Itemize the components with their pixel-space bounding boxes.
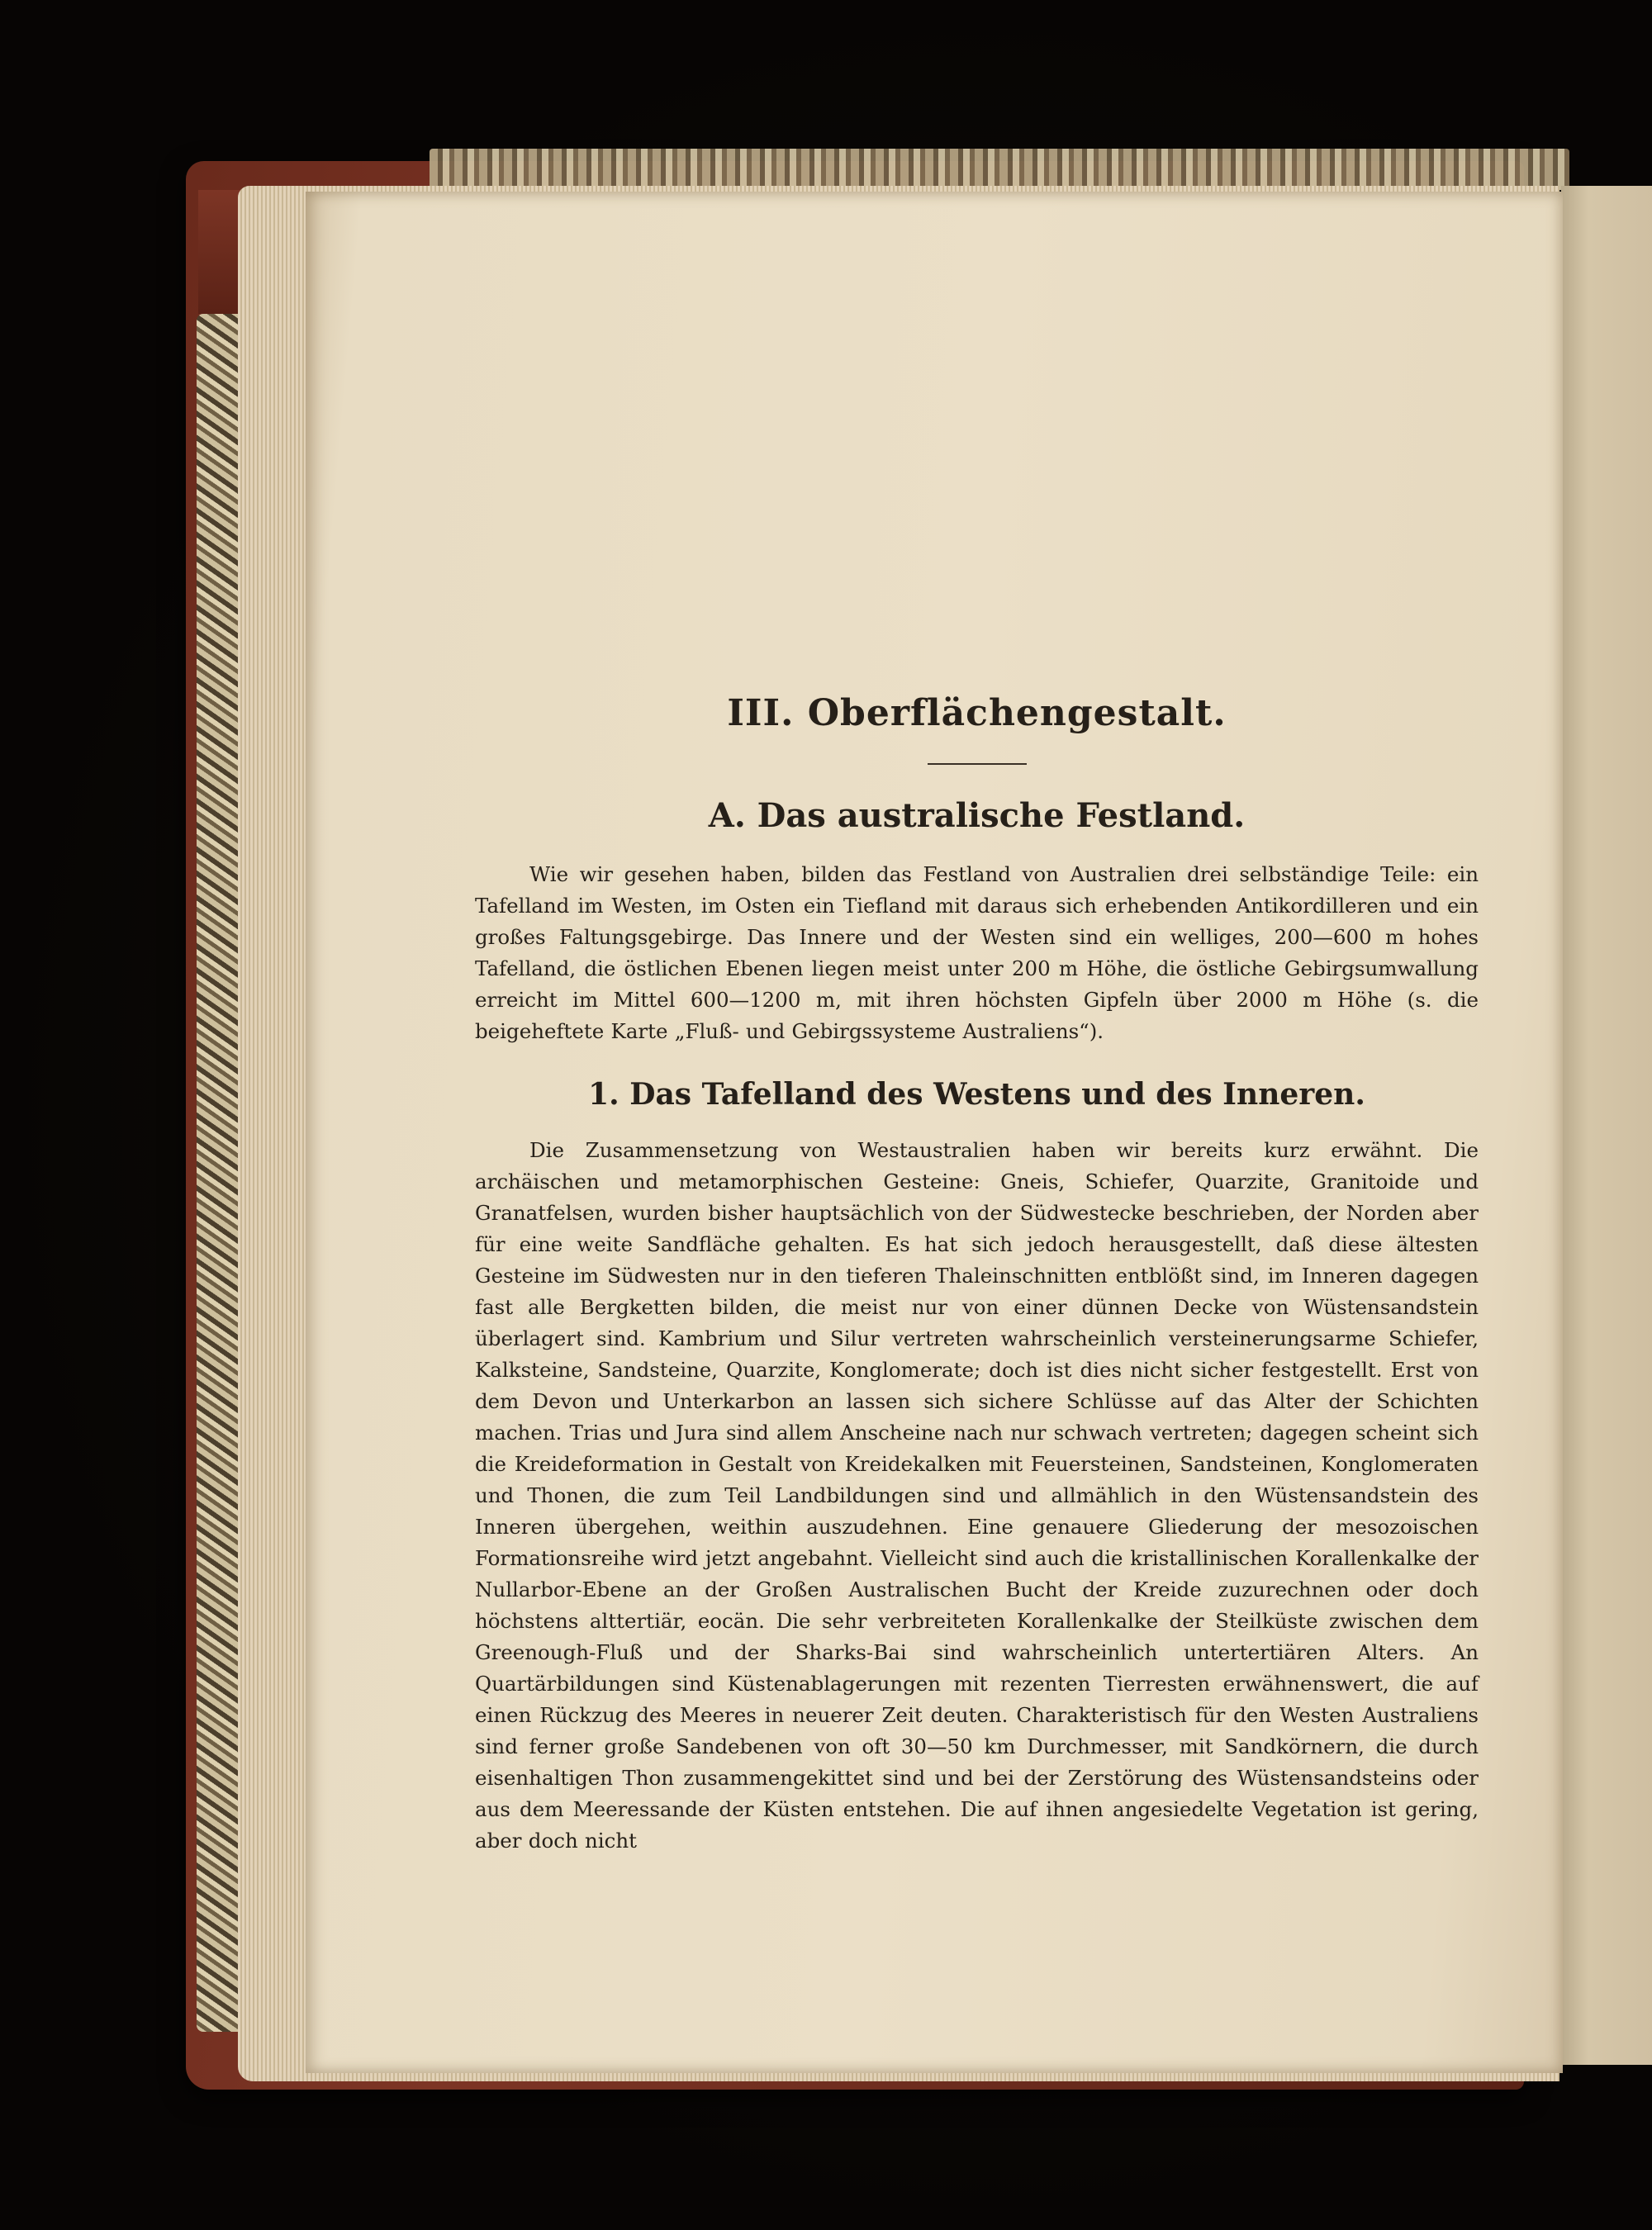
section-title: A. Das australische Festland. — [708, 796, 1246, 835]
chapter-title: III. Oberflächengestalt. — [727, 692, 1227, 734]
facing-page-edge — [1561, 186, 1652, 2065]
body-paragraph: Die Zusammensetzung von Westaustralien haben wir bereits kurz erwähnt. Die archäischen und metamorphischen Gesteine: Gneis, Schiefer, Quarzite, Granitoide und Granatfelsen, wurden bisher hauptsächlich von der Südwestecke beschrieben, der Norden aber für eine weite Sandfläche gehalten. Es hat sich jedoch herausgestellt, daß diese ältesten Gesteine im Südwesten nur in den tieferen Thaleinschnitten entblößt sind, im Inneren dagegen fast alle Bergketten bilden, die meist nur von einer dünnen Decke von Wüstensandstein überlagert sind. Kambrium und Silur vertreten wahrscheinlich versteinerungsarme Schiefer, Kalksteine, Sandsteine, Quarzite, Konglomerate; doch ist dies nicht sicher festgestellt. Erst von dem Devon und Unterkarbon an lassen sich sichere Schlüsse auf das Alter der Schichten machen. Trias und Jura sind allem Anscheine nach nur schwach vertreten; dagegen scheint sich die Kreideformation in Gestalt von Kreidekalken mit Feuersteinen, Sandsteinen, Konglomeraten und Thonen, die zum Teil Landbildungen sind und allmählich in den Wüstensandstein des Inneren übergehen, weithin auszudehnen. Eine genauere Gliederung der mesozoischen Formationsreihe wird jetzt angebahnt. Vielleicht sind auch die kristallinischen Korallenkalke der Nullarbor-Ebene an der Großen Australischen Bucht der Kreide zuzurechnen oder doch höchstens alttertiär, eocän. Die sehr verbreiteten Korallenkalke der Steilküste zwischen dem Greenough-Fluß und der Sharks-Bai sind wahrscheinlich untertertiären Alters. An Quartärbildungen sind Küstenablagerungen mit rezenten Tierresten erwähnenswert, die auf einen Rückzug des Meeres in neuerer Zeit deuten. Charakteristisch für den Westen Australiens sind ferner große Sandebenen von oft 30—50 km Durchmesser, mit Sandkörnern, die durch eisenhaltigen Thon zusammengekittet sind und bei der Zerstörung des Wüstensandsteins oder aus dem Meeressande der Küsten entstehen. Die auf ihnen angesiedelte Vegetation ist gering, aber doch nicht — [475, 1138, 1479, 1853]
intro-paragraph: Wie wir gesehen haben, bilden das Festland von Australien drei selbständige Teile: ein Tafelland im Westen, im Osten ein Tiefland mit daraus sich erhebenden Antikordilleren und ein großes Faltungsgebirge. Das Innere und der Westen sind ein welliges, 200—600 m hohes Tafelland, die östlichen Ebenen liegen meist unter 200 m Höhe, die östliche Gebirgsumwallung erreicht im Mittel 600—1200 m, mit ihren höchsten Gipfeln über 2000 m Höhe (s. die beigeheftete Karte „Fluß- und Gebirgssysteme Australiens“). — [475, 862, 1479, 1043]
page-content — [475, 687, 1479, 1857]
book-page — [306, 192, 1563, 2073]
marbled-headband — [430, 149, 1569, 190]
title-divider — [928, 763, 1027, 765]
subsection-title: 1. Das Tafelland des Westens und des Inneren. — [588, 1077, 1365, 1112]
